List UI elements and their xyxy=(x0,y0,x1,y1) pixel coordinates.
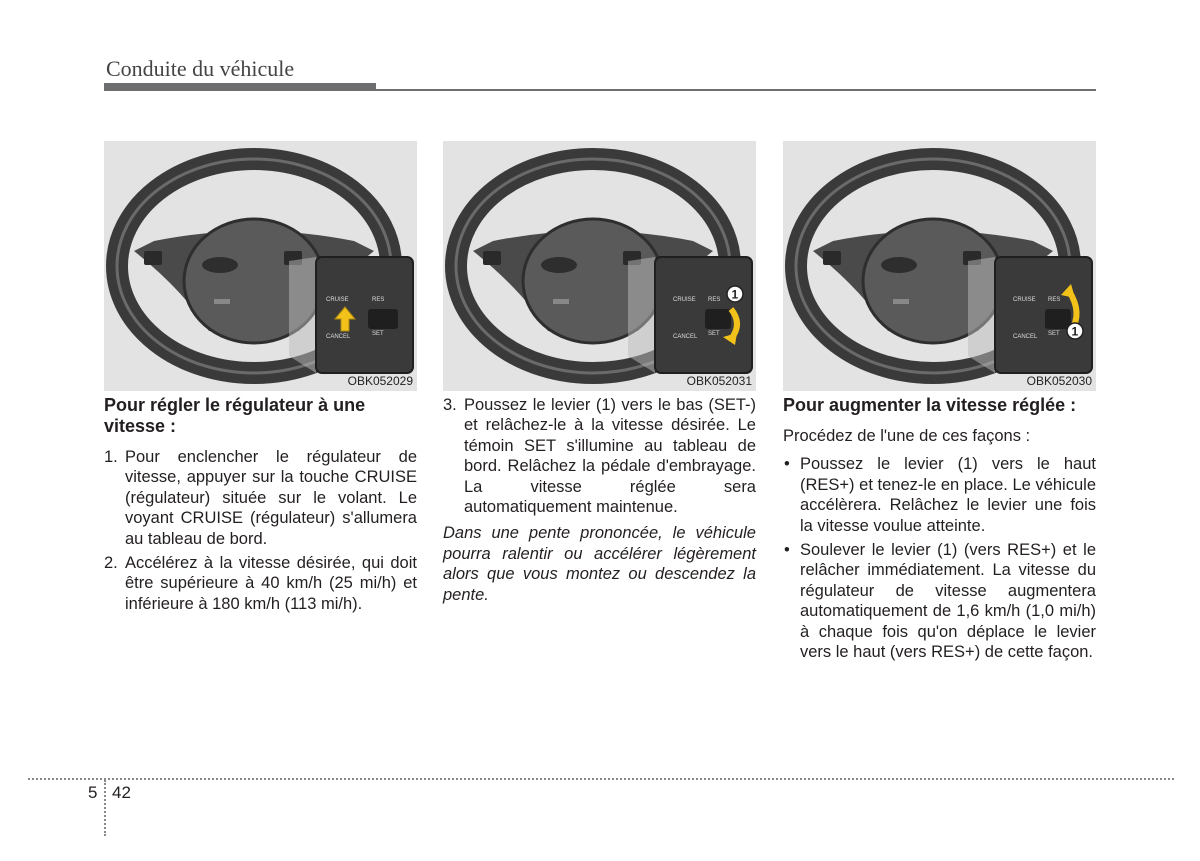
set-label: SET xyxy=(372,331,384,337)
header-title: Conduite du véhicule xyxy=(106,56,295,81)
list-item xyxy=(104,553,417,614)
header-rule xyxy=(104,89,1096,91)
figure-code: OBK052031 xyxy=(686,374,752,388)
callout-number: 1 xyxy=(731,287,739,302)
bullet-icon: • xyxy=(784,541,790,560)
res-label: RES xyxy=(708,297,721,303)
page-number: 42 xyxy=(112,783,131,802)
list-item xyxy=(443,395,756,517)
res-label: RES xyxy=(372,297,385,303)
list-number: 1. xyxy=(104,448,118,466)
callout-number: 1 xyxy=(1071,324,1079,339)
list-item xyxy=(783,540,1096,662)
intro-text: Procédez de l'une de ces façons : xyxy=(783,427,1031,445)
list-number: 3. xyxy=(443,396,457,414)
cruise-label: CRUISE xyxy=(1013,297,1036,303)
figure-steering-wheel-cruise xyxy=(104,141,417,391)
list-text: Poussez le levier (1) vers le bas (SET-) et relâchez-le à la vitesse désirée. Le témoin SET s'illumine au tableau de bord. Relâchez la pédale d'embrayage. La vitesse réglée sera automatiquement maintenue. xyxy=(464,396,756,517)
list-number: 2. xyxy=(104,554,118,573)
steering-wheel-illustration xyxy=(443,141,756,391)
column-1 xyxy=(104,141,417,618)
cruise-label: CRUISE xyxy=(326,297,349,303)
footer-dotted-rule xyxy=(28,778,1174,780)
bullet-icon: • xyxy=(784,455,790,474)
figure-steering-wheel-set xyxy=(443,141,756,391)
list-text: Poussez le levier (1) vers le haut (RES+) et tenez-le en place. Le véhicule accélèrera. Relâchez le levier une fois la vitesse voulue atteinte. xyxy=(800,455,1096,535)
set-label: SET xyxy=(708,331,720,337)
list-text: Accélérez à la vitesse désirée, qui doit être supérieure à 40 km/h (25 mi/h) et inférieure à 180 km/h (113 mi/h). xyxy=(125,554,417,613)
chapter-number: 5 xyxy=(88,783,98,802)
column-2 xyxy=(443,141,756,605)
cancel-label: CANCEL xyxy=(326,334,351,340)
figure-steering-wheel-res xyxy=(783,141,1096,391)
figure-code: OBK052029 xyxy=(347,374,413,388)
note-text: Dans une pente prononcée, le véhicule pourra ralentir ou accélérer légèrement alors que vous montez ou descendez la pente. xyxy=(443,524,756,604)
section-heading: Pour régler le régulateur à une vitesse : xyxy=(104,395,366,436)
list-text: Soulever le levier (1) (vers RES+) et le relâcher immédiatement. La vitesse du régulateur de vitesse augmentera automatiquement de 1,6 km/h (1,0 mi/h) à chaque fois qu'on déplace le levier vers le haut (vers RES+) de cette façon. xyxy=(800,541,1096,662)
cruise-label: CRUISE xyxy=(673,297,696,303)
figure-code: OBK052030 xyxy=(1026,374,1092,388)
list-item xyxy=(783,454,1096,536)
column-3 xyxy=(783,141,1096,666)
list-item xyxy=(104,447,417,549)
set-label: SET xyxy=(1048,331,1060,337)
cancel-label: CANCEL xyxy=(1013,334,1038,340)
section-heading: Pour augmenter la vitesse réglée : xyxy=(783,395,1077,415)
list-text: Pour enclencher le régulateur de vitesse, appuyer sur la touche CRUISE (régulateur) située sur le volant. Le voyant CRUISE (régulateur) s'allumera au tableau de bord. xyxy=(125,448,417,548)
res-label: RES xyxy=(1048,297,1061,303)
steering-wheel-illustration xyxy=(104,141,417,391)
cancel-label: CANCEL xyxy=(673,334,698,340)
steering-wheel-illustration xyxy=(783,141,1096,391)
footer-dotted-divider xyxy=(104,780,106,836)
